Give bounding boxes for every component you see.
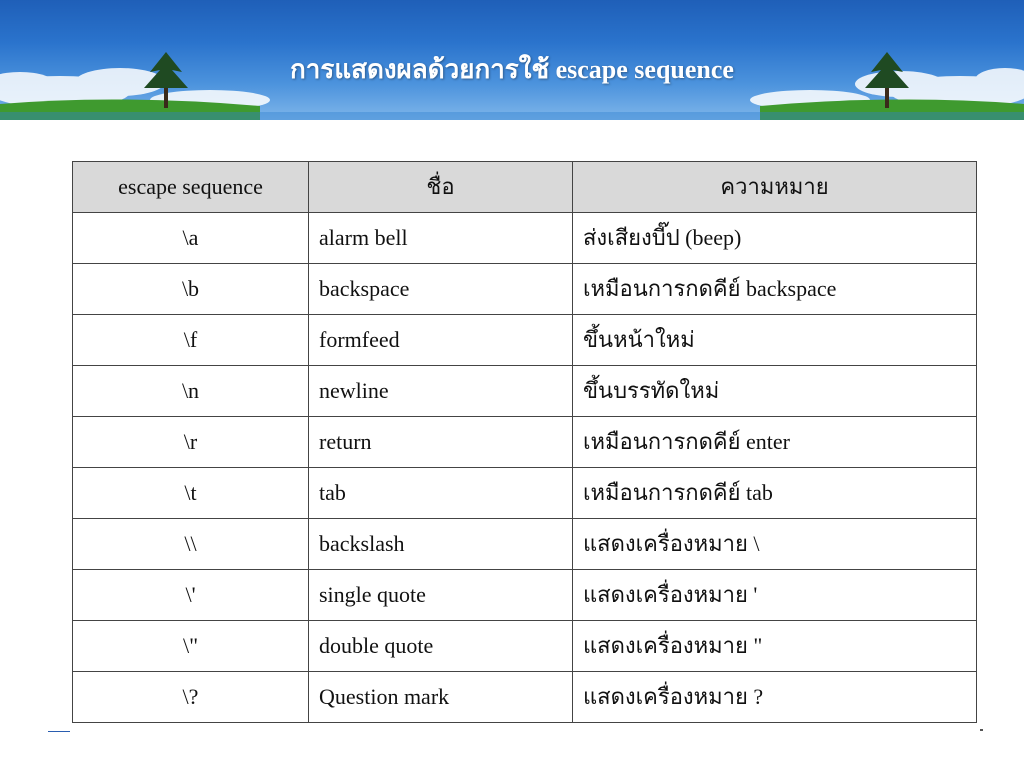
- meaning-cell: เหมือนการกดคีย์ enter: [573, 417, 977, 468]
- meaning-cell: ขึ้นบรรทัดใหม่: [573, 366, 977, 417]
- name-cell: backspace: [309, 264, 573, 315]
- table-row: [73, 417, 977, 468]
- table-row: [73, 264, 977, 315]
- footer-divider: [48, 731, 70, 732]
- table-header-row: [73, 162, 977, 213]
- table-row: [73, 672, 977, 723]
- name-cell: single quote: [309, 570, 573, 621]
- column-header-name: ชื่อ: [309, 162, 573, 213]
- escape-sequence-cell: \a: [73, 213, 309, 264]
- escape-sequence-cell: \?: [73, 672, 309, 723]
- name-cell: newline: [309, 366, 573, 417]
- name-cell: backslash: [309, 519, 573, 570]
- escape-sequence-cell: \f: [73, 315, 309, 366]
- meaning-cell: แสดงเครื่องหมาย ?: [573, 672, 977, 723]
- table-row: [73, 315, 977, 366]
- meaning-cell: เหมือนการกดคีย์ tab: [573, 468, 977, 519]
- name-cell: formfeed: [309, 315, 573, 366]
- header-banner: [0, 0, 1024, 120]
- escape-sequence-cell: \r: [73, 417, 309, 468]
- table-row: [73, 621, 977, 672]
- name-cell: Question mark: [309, 672, 573, 723]
- meaning-cell: แสดงเครื่องหมาย \: [573, 519, 977, 570]
- meaning-cell: ส่งเสียงบี๊ป (beep): [573, 213, 977, 264]
- table-row: [73, 519, 977, 570]
- name-cell: alarm bell: [309, 213, 573, 264]
- escape-sequence-cell: \b: [73, 264, 309, 315]
- column-header-meaning: ความหมาย: [573, 162, 977, 213]
- escape-sequence-cell: \': [73, 570, 309, 621]
- escape-sequence-table: [72, 161, 977, 723]
- escape-sequence-cell: \t: [73, 468, 309, 519]
- slide-title: การแสดงผลด้วยการใช้ escape sequence: [290, 55, 734, 84]
- escape-sequence-table-container: [72, 161, 976, 723]
- escape-sequence-cell: \n: [73, 366, 309, 417]
- meaning-cell: แสดงเครื่องหมาย ": [573, 621, 977, 672]
- escape-sequence-cell: \": [73, 621, 309, 672]
- column-header-escape-sequence: escape sequence: [73, 162, 309, 213]
- meaning-cell: ขึ้นหน้าใหม่: [573, 315, 977, 366]
- name-cell: return: [309, 417, 573, 468]
- table-row: [73, 213, 977, 264]
- escape-sequence-cell: \\: [73, 519, 309, 570]
- footer-mark: [980, 729, 983, 731]
- table-row: [73, 570, 977, 621]
- table-row: [73, 468, 977, 519]
- table-row: [73, 366, 977, 417]
- name-cell: tab: [309, 468, 573, 519]
- meaning-cell: แสดงเครื่องหมาย ': [573, 570, 977, 621]
- meaning-cell: เหมือนการกดคีย์ backspace: [573, 264, 977, 315]
- name-cell: double quote: [309, 621, 573, 672]
